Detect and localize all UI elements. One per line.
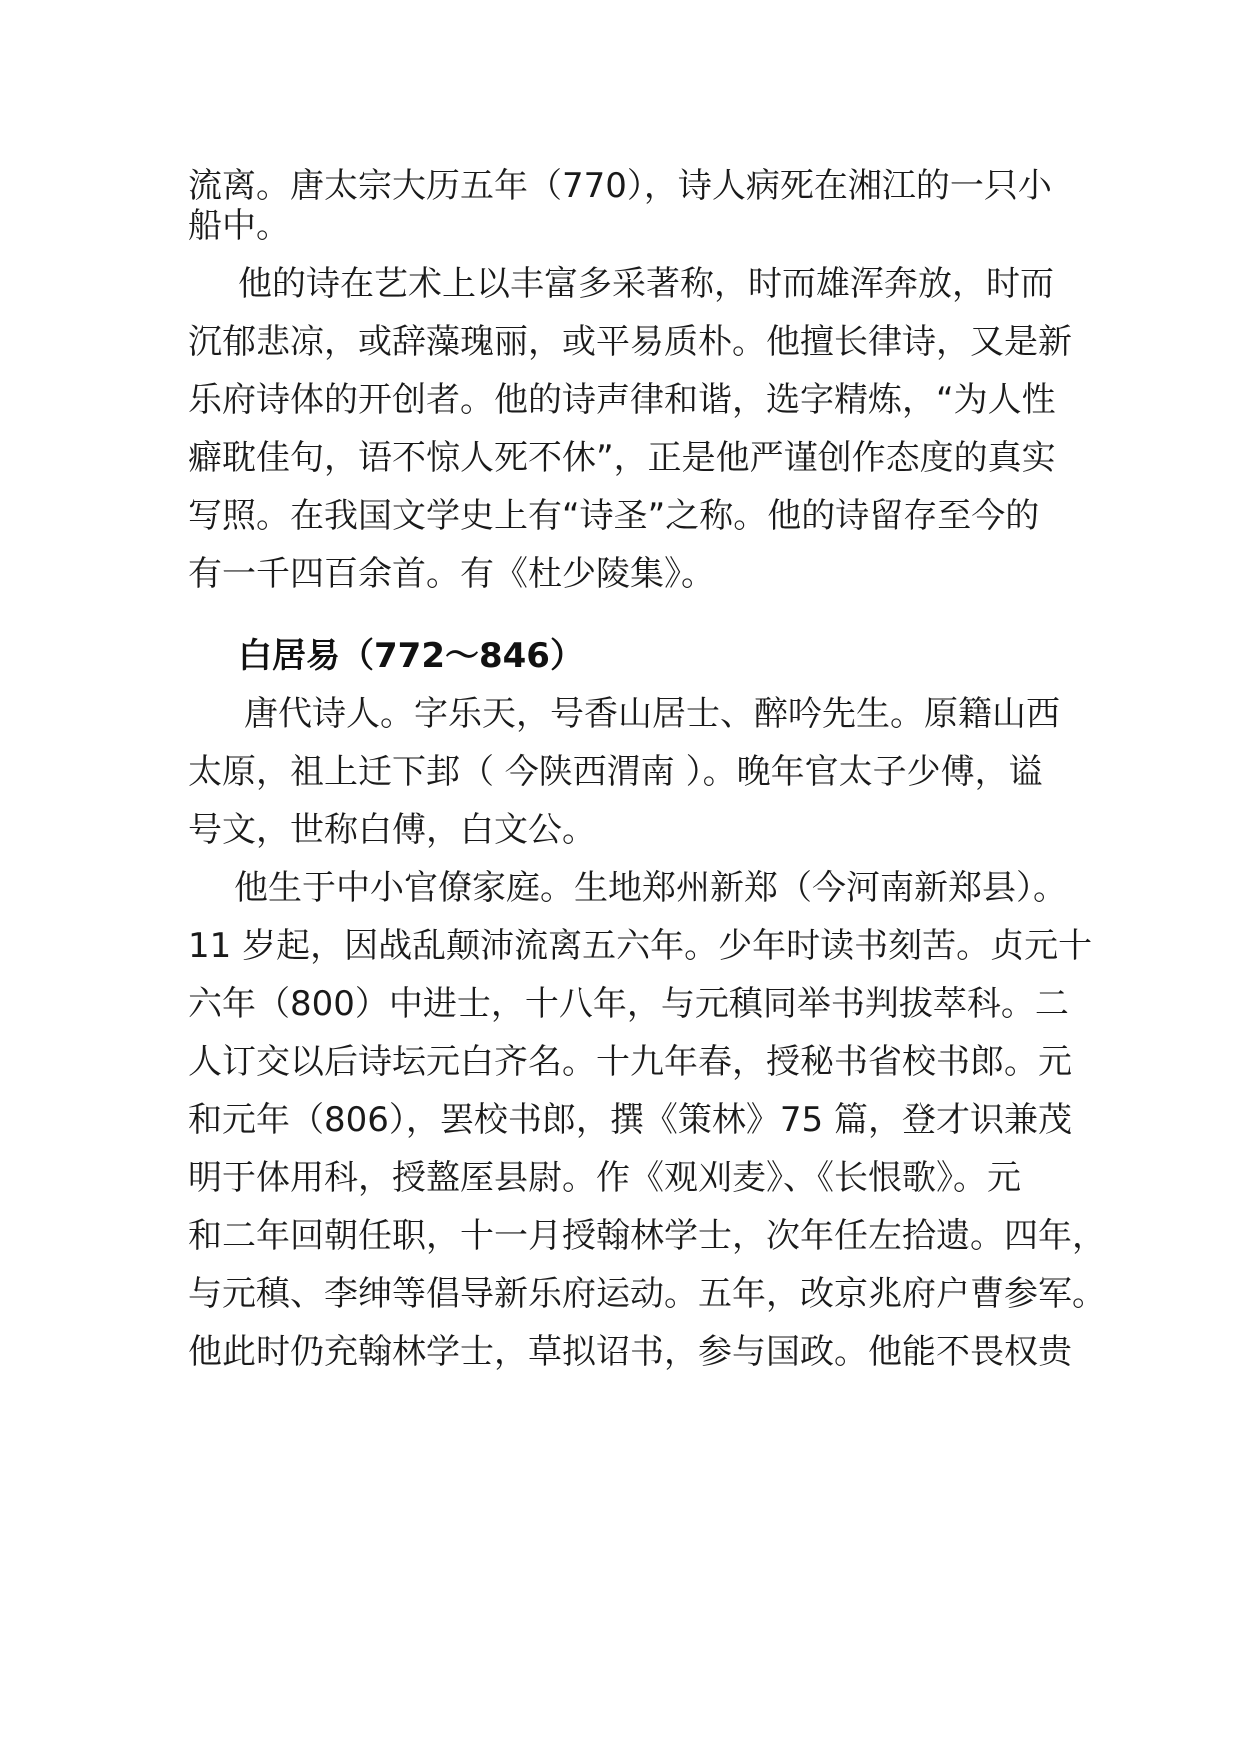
text-line: 太原，祖上迁下邽（ 今陕西渭南 ）。晚年官太子少傅，谥 <box>188 752 1043 792</box>
section-heading: 白居易（772～846） <box>238 636 584 676</box>
text-line: 和元年（806），罢校书郎，撰《策林》75 篇，登才识兼茂 <box>188 1100 1072 1140</box>
text-line: 他的诗在艺术上以丰富多采著称，时而雄浑奔放，时而 <box>238 264 1054 304</box>
text-line: 六年（800）中进士，十八年，与元稹同举书判拔萃科。二 <box>188 984 1069 1024</box>
text-line: 写照。在我国文学史上有“诗圣”之称。他的诗留存至今的 <box>188 496 1040 536</box>
text-line: 人订交以后诗坛元白齐名。十九年春，授秘书省校书郎。元 <box>188 1042 1072 1082</box>
text-line: 沉郁悲凉，或辞藻瑰丽，或平易质朴。他擅长律诗，又是新 <box>188 322 1072 362</box>
text-line: 船中。 <box>188 206 290 246</box>
text-line: 他此时仍充翰林学士，草拟诏书，参与国政。他能不畏权贵 <box>188 1332 1072 1372</box>
text-line: 流离。唐太宗大历五年（770），诗人病死在湘江的一只小 <box>188 166 1052 206</box>
text-line: 11 岁起，因战乱颠沛流离五六年。少年时读书刻苦。贞元十 <box>188 926 1093 966</box>
text-line: 癖耽佳句，语不惊人死不休”，正是他严谨创作态度的真实 <box>188 438 1056 478</box>
text-line: 与元稹、李绅等倡导新乐府运动。五年，改京兆府户曹参军。 <box>188 1274 1106 1314</box>
text-line: 唐代诗人。字乐天，号香山居士、醉吟先生。原籍山西 <box>244 694 1060 734</box>
text-line: 乐府诗体的开创者。他的诗声律和谐，选字精炼，“为人性 <box>188 380 1056 420</box>
text-line: 他生于中小官僚家庭。生地郑州新郑（今河南新郑县）。 <box>234 868 1067 908</box>
text-line: 和二年回朝任职，十一月授翰林学士，次年任左拾遗。四年， <box>188 1216 1106 1256</box>
text-line: 号文，世称白傅，白文公。 <box>188 810 596 850</box>
text-line: 有一千四百余首。有《杜少陵集》。 <box>188 554 715 594</box>
text-line: 明于体用科，授盩厔县尉。作《观刈麦》、《长恨歌》。元 <box>188 1158 1021 1198</box>
